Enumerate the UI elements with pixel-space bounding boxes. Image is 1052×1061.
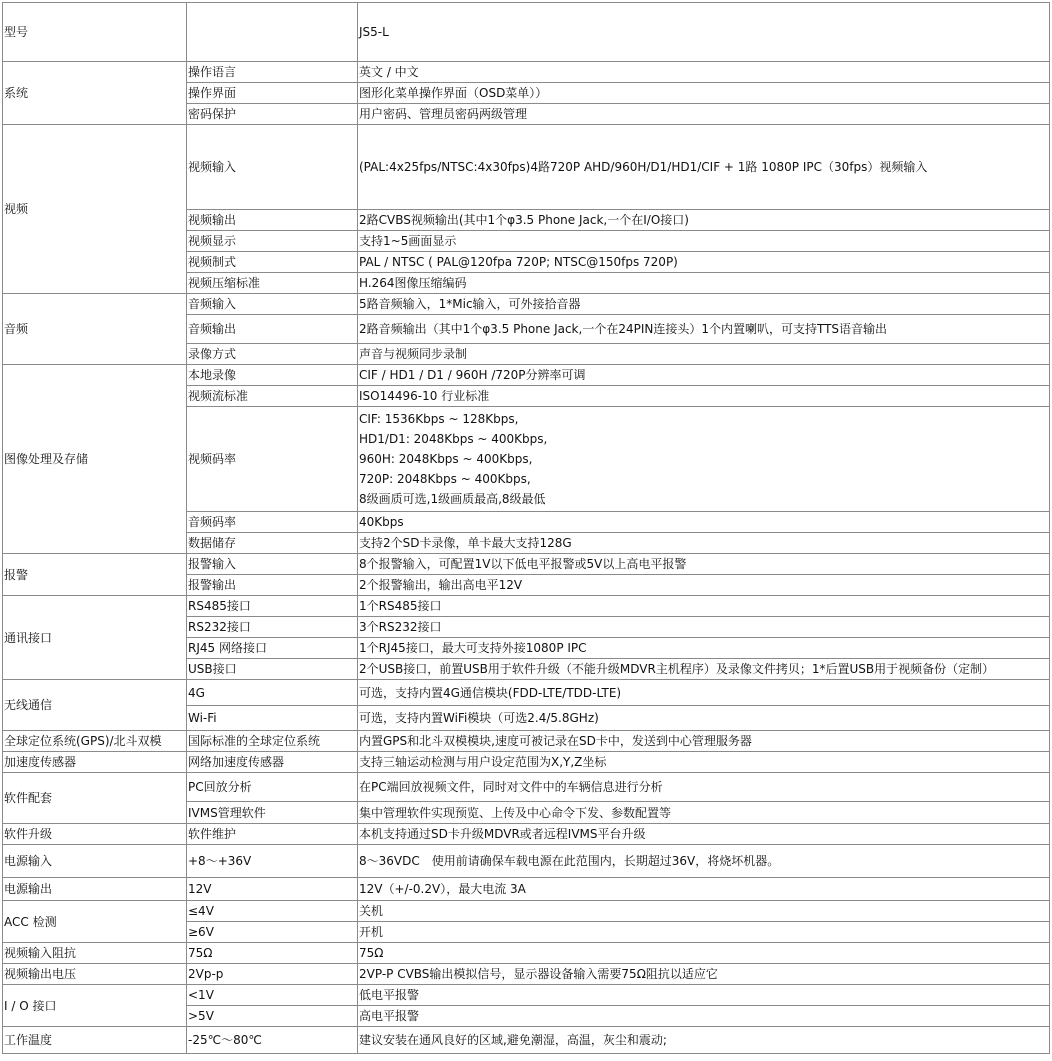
spec-name: 音频码率	[187, 512, 358, 533]
spec-value: ISO14496-10 行业标准	[358, 386, 1050, 407]
spec-table	[2, 2, 1050, 1054]
table-row	[3, 294, 1050, 315]
spec-name: RS232接口	[187, 617, 358, 638]
table-row	[3, 964, 1050, 985]
spec-value: H.264图像压缩编码	[358, 273, 1050, 294]
spec-name: 4G	[187, 680, 358, 706]
spec-value: 2路音频输出（其中1个φ3.5 Phone Jack,一个在24PIN连接头）1个内置喇叭，可支持TTS语音输出	[358, 315, 1050, 344]
spec-value: 2个报警输出，输出高电平12V	[358, 575, 1050, 596]
bitrate-line: 8级画质可选,1级画质最高,8级最低	[359, 492, 546, 506]
spec-name: 75Ω	[187, 943, 358, 964]
spec-value: 8个报警输入，可配置1V以下低电平报警或5V以上高电平报警	[358, 554, 1050, 575]
spec-name: 本地录像	[187, 365, 358, 386]
spec-value: 2路CVBS视频输出(其中1个φ3.5 Phone Jack,一个在I/O接口)	[358, 210, 1050, 231]
table-row	[3, 365, 1050, 386]
table-row	[3, 845, 1050, 878]
spec-name: 网络加速度传感器	[187, 752, 358, 773]
spec-value: 图形化菜单操作界面（OSD菜单））	[358, 83, 1050, 104]
spec-name: 视频流标准	[187, 386, 358, 407]
category-acc: ACC 检测	[3, 901, 187, 943]
spec-name: 国际标准的全球定位系统	[187, 731, 358, 752]
table-row	[3, 824, 1050, 845]
table-row	[3, 554, 1050, 575]
spec-value: 5路音频输入，1*Mic输入，可外接拾音器	[358, 294, 1050, 315]
spec-name: 视频制式	[187, 252, 358, 273]
bitrate-line: CIF: 1536Kbps ~ 128Kbps,	[359, 412, 519, 426]
spec-value: 40Kbps	[358, 512, 1050, 533]
model-value: JS5-L	[358, 3, 1050, 62]
spec-name: 视频压缩标准	[187, 273, 358, 294]
spec-name: IVMS管理软件	[187, 802, 358, 824]
category-video: 视频	[3, 125, 187, 294]
spec-value: 本机支持通过SD卡升级MDVR或者远程IVMS平台升级	[358, 824, 1050, 845]
table-row	[3, 731, 1050, 752]
category-storage: 图像处理及存储	[3, 365, 187, 554]
spec-value: CIF / HD1 / D1 / 960H /720P分辨率可调	[358, 365, 1050, 386]
spec-name: USB接口	[187, 659, 358, 680]
spec-value: 内置GPS和北斗双模模块,速度可被记录在SD卡中，发送到中心管理服务器	[358, 731, 1050, 752]
bitrate-line: 960H: 2048Kbps ~ 400Kbps,	[359, 452, 533, 466]
category-system: 系统	[3, 62, 187, 125]
category-audio: 音频	[3, 294, 187, 365]
spec-name: 报警输入	[187, 554, 358, 575]
spec-value: 英文 / 中文	[358, 62, 1050, 83]
spec-name: 视频输出	[187, 210, 358, 231]
table-row	[3, 752, 1050, 773]
spec-value: 开机	[358, 922, 1050, 943]
category-power-out: 电源输出	[3, 878, 187, 901]
spec-value: 关机	[358, 901, 1050, 922]
spec-value: 高电平报警	[358, 1006, 1050, 1027]
spec-name: 操作界面	[187, 83, 358, 104]
spec-value: 支持三轴运动检测与用户设定范围为X,Y,Z坐标	[358, 752, 1050, 773]
bitrate-lines	[358, 407, 1050, 512]
spec-name: 数据储存	[187, 533, 358, 554]
spec-value: 75Ω	[358, 943, 1050, 964]
bitrate-line: HD1/D1: 2048Kbps ~ 400Kbps,	[359, 432, 548, 446]
spec-name: PC回放分析	[187, 773, 358, 802]
category-upgrade: 软件升级	[3, 824, 187, 845]
table-row	[3, 1027, 1050, 1054]
spec-name: +8～+36V	[187, 845, 358, 878]
spec-value: PAL / NTSC ( PAL@120fpa 720P; NTSC@150fps 720P)	[358, 252, 1050, 273]
model-blank	[187, 3, 358, 62]
table-row	[3, 596, 1050, 617]
category-comm: 通讯接口	[3, 596, 187, 680]
spec-value: 1个RJ45接口，最大可支持外接1080P IPC	[358, 638, 1050, 659]
table-row	[3, 680, 1050, 706]
spec-name: 2Vp-p	[187, 964, 358, 985]
spec-value: 8～36VDC 使用前请确保车载电源在此范围内，长期超过36V，将烧坏机器。	[358, 845, 1050, 878]
category-vout-voltage: 视频输出电压	[3, 964, 187, 985]
table-row	[3, 878, 1050, 901]
category-temperature: 工作温度	[3, 1027, 187, 1054]
spec-name: 视频显示	[187, 231, 358, 252]
spec-value: 支持2个SD卡录像，单卡最大支持128G	[358, 533, 1050, 554]
spec-value: 12V（+/-0.2V），最大电流 3A	[358, 878, 1050, 901]
spec-name: 音频输入	[187, 294, 358, 315]
table-row	[3, 901, 1050, 922]
spec-value: 2VP-P CVBS输出模拟信号，显示器设备输入需要75Ω阻抗以适应它	[358, 964, 1050, 985]
spec-name: ≤4V	[187, 901, 358, 922]
spec-name: 软件维护	[187, 824, 358, 845]
spec-value: 集中管理软件实现预览、上传及中心命令下发、参数配置等	[358, 802, 1050, 824]
spec-value: 3个RS232接口	[358, 617, 1050, 638]
spec-value: 在PC端回放视频文件，同时对文件中的车辆信息进行分析	[358, 773, 1050, 802]
spec-value: 可选，支持内置WiFi模块（可选2.4/5.8GHz)	[358, 706, 1050, 731]
table-row	[3, 3, 1050, 62]
category-software: 软件配套	[3, 773, 187, 824]
table-row	[3, 773, 1050, 802]
spec-name: ≥6V	[187, 922, 358, 943]
category-gps: 全球定位系统(GPS)/北斗双模	[3, 731, 187, 752]
category-io: I / O 接口	[3, 985, 187, 1027]
spec-value: 支持1~5画面显示	[358, 231, 1050, 252]
spec-value: 建议安装在通风良好的区域,避免潮湿，高温，灰尘和震动;	[358, 1027, 1050, 1054]
spec-name: RJ45 网络接口	[187, 638, 358, 659]
table-row	[3, 125, 1050, 210]
spec-value: 用户密码、管理员密码两级管理	[358, 104, 1050, 125]
spec-name: 录像方式	[187, 344, 358, 365]
spec-name: 12V	[187, 878, 358, 901]
category-vin-impedance: 视频输入阻抗	[3, 943, 187, 964]
table-row	[3, 985, 1050, 1006]
spec-value: 可选，支持内置4G通信模块(FDD-LTE/TDD-LTE)	[358, 680, 1050, 706]
spec-value: (PAL:4x25fps/NTSC:4x30fps)4路720P AHD/960H/D1/HD1/CIF + 1路 1080P IPC（30fps）视频输入	[358, 125, 1050, 210]
spec-name: >5V	[187, 1006, 358, 1027]
category-wireless: 无线通信	[3, 680, 187, 731]
spec-value: 2个USB接口，前置USB用于软件升级（不能升级MDVR主机程序）及录像文件拷贝；1*后置USB用于视频备份（定制）	[358, 659, 1050, 680]
category-alarm: 报警	[3, 554, 187, 596]
spec-name: -25℃～80℃	[187, 1027, 358, 1054]
spec-name: RS485接口	[187, 596, 358, 617]
spec-name: Wi-Fi	[187, 706, 358, 731]
spec-name: 视频码率	[187, 407, 358, 512]
model-label: 型号	[3, 3, 187, 62]
category-accel: 加速度传感器	[3, 752, 187, 773]
spec-name: <1V	[187, 985, 358, 1006]
table-row	[3, 62, 1050, 83]
category-power-in: 电源输入	[3, 845, 187, 878]
spec-name: 视频输入	[187, 125, 358, 210]
spec-name: 音频输出	[187, 315, 358, 344]
spec-name: 密码保护	[187, 104, 358, 125]
spec-value: 声音与视频同步录制	[358, 344, 1050, 365]
spec-name: 报警输出	[187, 575, 358, 596]
spec-value: 1个RS485接口	[358, 596, 1050, 617]
bitrate-line: 720P: 2048Kbps ~ 400Kbps,	[359, 472, 531, 486]
table-row	[3, 943, 1050, 964]
spec-name: 操作语言	[187, 62, 358, 83]
spec-value: 低电平报警	[358, 985, 1050, 1006]
